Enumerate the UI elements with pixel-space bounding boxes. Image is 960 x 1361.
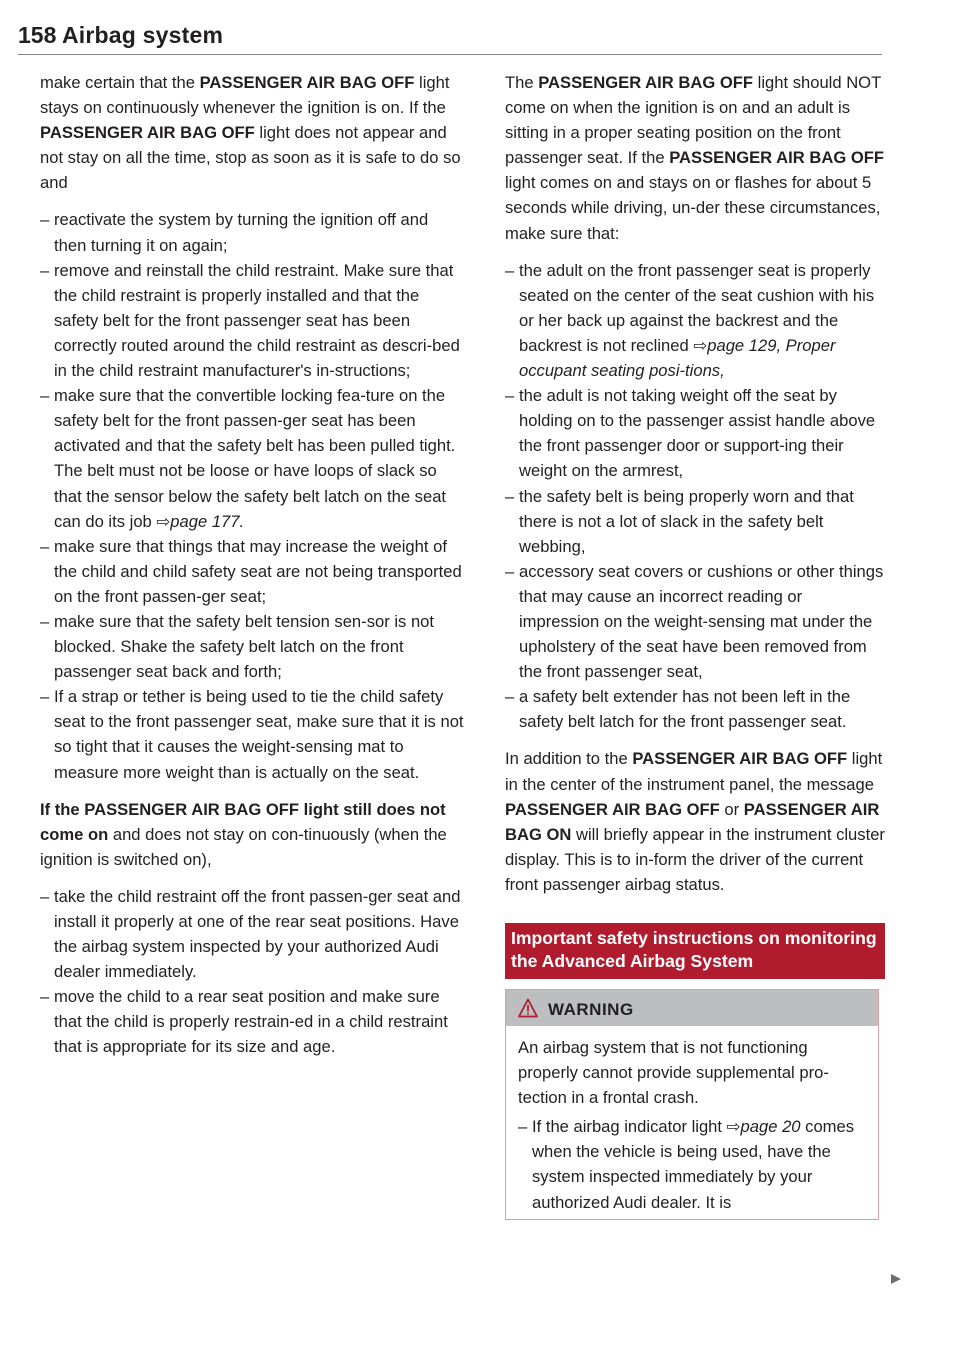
warning-label: WARNING [548, 1000, 634, 1019]
list-item: – make sure that things that may increase the weight of the child and child safety seat are not being transported on the front passen-ger seat; [40, 534, 465, 609]
continue-arrow-icon [890, 1273, 902, 1285]
list-item: – If a strap or tether is being used to tie the child safety seat to the front passenger seat, make sure that it is not so tight that it causes the weight-sensing mat to measure more weight than is actually on the seat. [40, 684, 465, 784]
paragraph-display: In addition to the PASSENGER AIR BAG OFF light in the center of the instrument panel, the message PASSENGER AIR BAG OFF or PASSENGER AIR BAG ON will briefly appear in the instrument cluster display. This is to in-form the driver of the current front passenger airbag status. [505, 749, 885, 894]
warning-body [506, 1026, 878, 1219]
list-item: – the adult is not taking weight off the seat by holding on to the passenger assist handle above the front passenger door or support-ing their weight on the armrest, [505, 383, 885, 483]
action-list [40, 884, 465, 1060]
left-column [40, 70, 465, 1072]
list-item: – move the child to a rear seat position and make sure that the child is properly restrain-ed in a child restraint that is appropriate for its size and age. [40, 984, 465, 1059]
list-item: – If the airbag indicator light ⇨page 20 comes when the vehicle is being used, have the system inspected immediately by your authorized Audi dealer. It is [518, 1114, 866, 1214]
paragraph-intro: make certain that the PASSENGER AIR BAG OFF light stays on continuously whenever the ignition is on. If the PASSENGER AIR BAG OFF light does not appear and not stay on all the time, stop as soon as it is safe to do so and [40, 73, 461, 193]
page-reference-link[interactable]: ⇨page 129, Proper occupant seating posi-tions, [519, 335, 836, 381]
paragraph-still-off: If the PASSENGER AIR BAG OFF light still does not come on and does not stay on con-tinuously (when the ignition is switched on), [40, 799, 447, 869]
page-reference-link[interactable]: ⇨page 20 [726, 1117, 801, 1137]
header-divider [18, 54, 882, 55]
list-item: – the safety belt is being properly worn and that there is not a lot of slack in the safety belt webbing, [505, 484, 885, 559]
list-item: – reactivate the system by turning the ignition off and then turning it on again; [40, 207, 465, 257]
paragraph-adult: The PASSENGER AIR BAG OFF light should NOT come on when the ignition is on and an adult is sitting in a proper seating position on the front passenger seat. If the PASSENGER AIR BAG OFF light comes on and stays on or flashes for about 5 seconds while driving, un-der these circumstances, make sure that: [505, 73, 885, 243]
warning-intro: An airbag system that is not functioning properly cannot provide supplemental pro-tection in a frontal crash. [518, 1038, 829, 1108]
check-list [40, 207, 465, 784]
warning-list [518, 1114, 866, 1214]
warning-header [506, 990, 878, 1026]
warning-box [505, 989, 879, 1220]
page-number: 158 [18, 22, 57, 48]
warning-triangle-icon [518, 998, 538, 1018]
list-item: – take the child restraint off the front passen-ger seat and install it properly at one of the rear seat positions. Have the airbag system inspected by your authorized Audi dealer immediately. [40, 884, 465, 984]
adult-check-list [505, 258, 885, 735]
section-heading: Important safety instructions on monitoring the Advanced Airbag System [505, 923, 885, 979]
list-item: – a safety belt extender has not been left in the safety belt latch for the front passenger seat. [505, 684, 885, 734]
list-item: – accessory seat covers or cushions or other things that may cause an incorrect reading or impression on the weight-sensing mat under the upholstery of the seat have been removed from the front passenger seat, [505, 559, 885, 684]
chapter-title: Airbag system [62, 22, 224, 48]
list-item: – make sure that the safety belt tension sen-sor is not blocked. Shake the safety belt latch on the front passenger seat back and forth; [40, 609, 465, 684]
list-item: – remove and reinstall the child restraint. Make sure that the child restraint is properly installed and that the safety belt for the front passenger seat has been correctly routed around the child restraint as descri-bed in the child restraint manufacturer's in-structions; [40, 258, 465, 383]
right-column [505, 70, 885, 1220]
page-header [18, 14, 882, 54]
list-item: – make sure that the convertible locking fea-ture on the safety belt for the front passen-ger seat has been activated and that the safety belt has been pulled tight. The belt must not be loose or have loops of slack so that the sensor below the safety belt latch on the seat can do its job ⇨page 177. [40, 383, 465, 534]
list-item: – the adult on the front passenger seat is properly seated on the center of the seat cushion with his or her back up against the backrest and the backrest is not reclined ⇨page 129, Proper occupant seating posi-tions, [505, 258, 885, 383]
page-reference-link[interactable]: ⇨page 177. [156, 511, 245, 531]
